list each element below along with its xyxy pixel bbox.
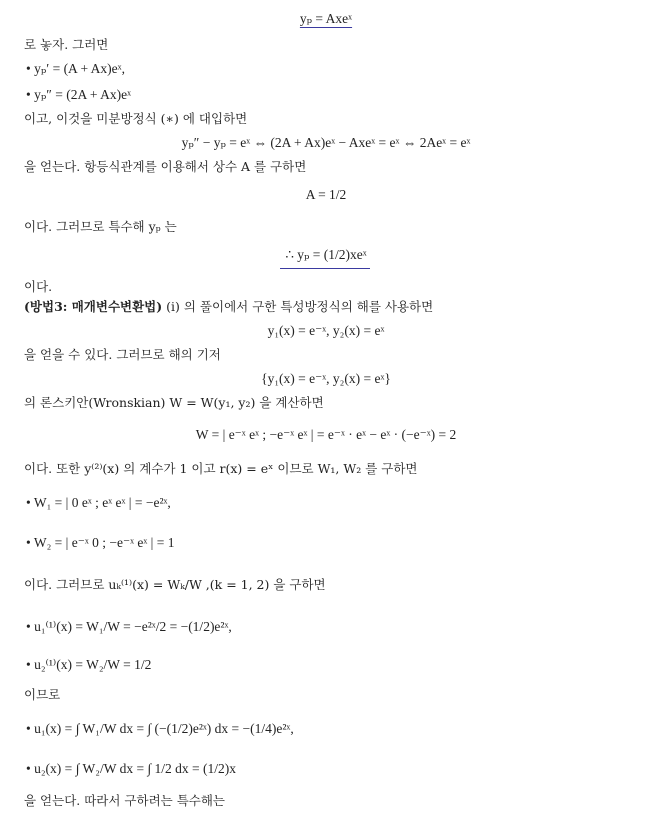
equation-particular-guess: yₚ = Axeˣ: [299, 11, 353, 26]
text-line: 의 론스키안(Wronskian) W = W(y₁, y₂) 을 계산하면: [24, 395, 324, 410]
text-line: 이고, 이것을 미분방정식 (∗) 에 대입하면: [24, 111, 248, 126]
bullet-equation: • yₚ″ = (2A + Ax)eˣ: [26, 87, 131, 102]
method3-heading: (방법3: 매개변수변환법) (i) 의 풀이에서 구한 특성방정식의 해를 사용하면: [24, 299, 434, 314]
text-line: 을 얻는다. 항등식관계를 이용해서 상수 A 를 구하면: [24, 159, 307, 174]
bullet-equation: • W₁ = | 0 eˣ ; eˣ eˣ | = −e²ˣ,: [26, 495, 171, 510]
text-line: 이다. 또한 y⁽²⁾(x) 의 계수가 1 이고 r(x) = eˣ 이므로 W₁, W₂ 를 구하면: [24, 461, 418, 476]
equation-particular-solution: ∴ yₚ = (1/2)xeˣ: [285, 247, 367, 262]
bullet-equation: • u₂(x) = ∫ W₂/W dx = ∫ 1/2 dx = (1/2)x: [26, 761, 236, 776]
text-line: 이므로: [24, 687, 61, 702]
bullet-equation: • yₚ′ = (A + Ax)eˣ,: [26, 61, 125, 76]
equation-solutions: y₁(x) = e⁻ˣ, y₂(x) = eˣ: [267, 323, 385, 338]
text-line: 이다. 그러므로 uₖ⁽¹⁾(x) = Wₖ/W ,(k = 1, 2) 을 구하면: [24, 577, 326, 592]
bullet-equation: • u₁⁽¹⁾(x) = W₁/W = −e²ˣ/2 = −(1/2)e²ˣ,: [26, 619, 232, 634]
bullet-equation: • u₂⁽¹⁾(x) = W₂/W = 1/2: [26, 657, 152, 672]
text-line: 이다.: [24, 279, 53, 294]
bullet-equation: • W₂ = | e⁻ˣ 0 ; −e⁻ˣ eˣ | = 1: [26, 535, 175, 550]
equation-wronskian: W = | e⁻ˣ eˣ ; −e⁻ˣ eˣ | = e⁻ˣ · eˣ − eˣ · (−e⁻ˣ) = 2: [195, 427, 457, 442]
equation-a-value: A = 1/2: [305, 187, 347, 202]
method3-label: (방법3: 매개변수변환법): [24, 299, 163, 314]
bullet-equation: • u₁(x) = ∫ W₁/W dx = ∫ (−(1/2)e²ˣ) dx = −(1/4)e²ˣ,: [26, 721, 294, 736]
solution-underline: [280, 268, 370, 269]
equation-substitution: yₚ″ − yₚ = eˣ ⇔ (2A + Ax)eˣ − Axeˣ = eˣ ⇔ 2Aeˣ = eˣ: [181, 135, 471, 150]
text-line: 을 얻을 수 있다. 그러므로 해의 기저: [24, 347, 221, 362]
equation-basis: {y₁(x) = e⁻ˣ, y₂(x) = eˣ}: [261, 371, 391, 386]
text-line: 을 얻는다. 따라서 구하려는 특수해는: [24, 793, 225, 808]
text-line: 이다. 그러므로 특수해 yₚ 는: [24, 219, 177, 234]
text-line: 로 놓자. 그러면: [24, 37, 109, 52]
